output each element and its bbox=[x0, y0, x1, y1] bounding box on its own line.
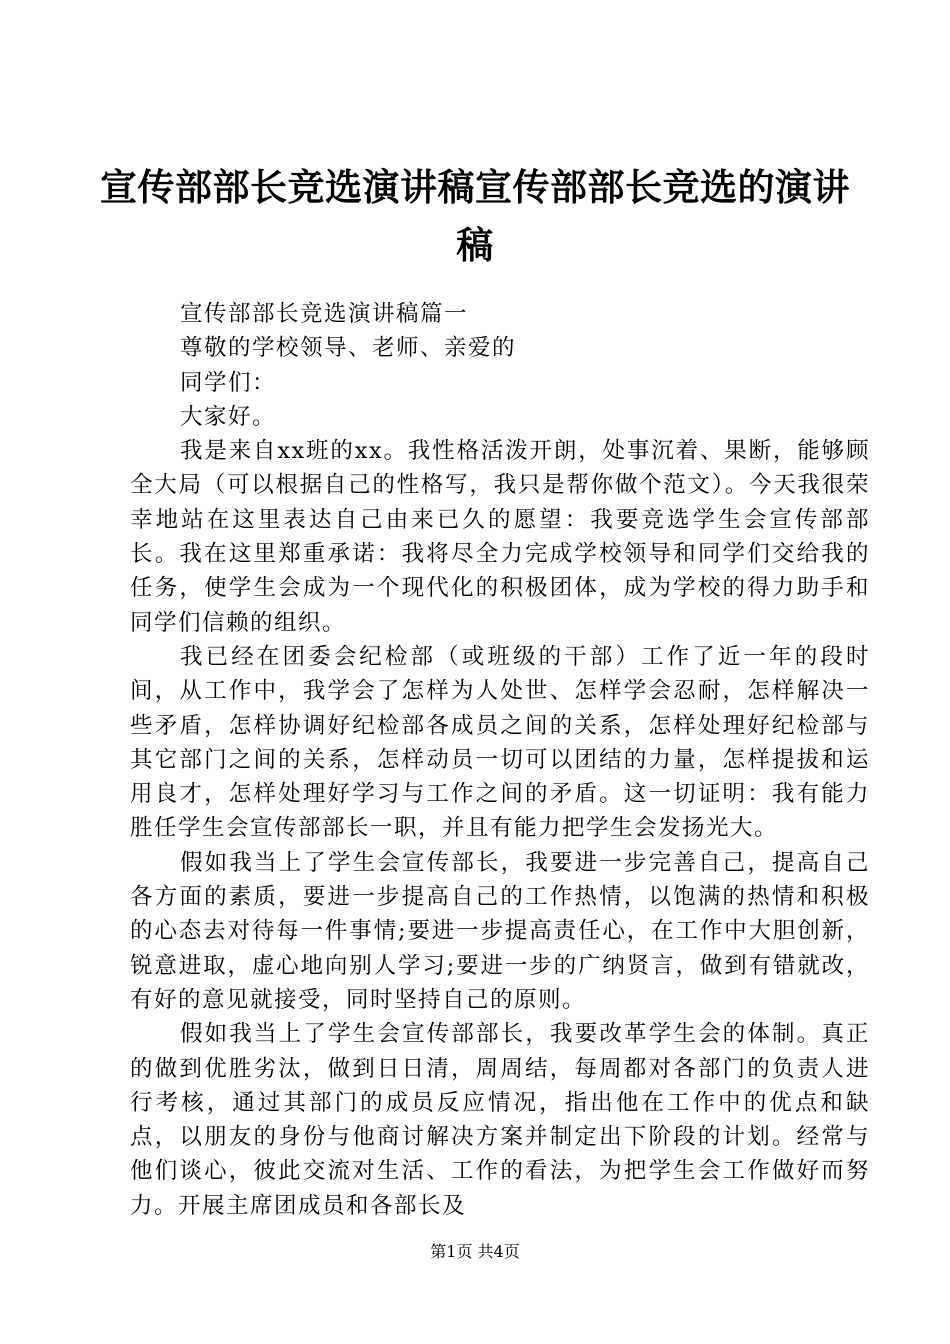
greeting-line: 大家好。 bbox=[180, 403, 277, 430]
body-paragraph: 我已经在团委会纪检部（或班级的干部）工作了近一年的段时间，从工作中，我学会了怎样为人处世、怎样学会忍耐，怎样解决一些矛盾，怎样协调好纪检部各成员之间的关系，怎样处理好纪检部与其它部门之间的关系，怎样动员一切可以团结的力量，怎样提拔和运用良才，怎样处理好学习与工作之间的矛盾。这一切证明：我有能力胜任学生会宣传部部长一职，并且有能力把学生会发扬光大。 bbox=[130, 643, 870, 842]
salutation-line: 同学们： bbox=[180, 369, 277, 396]
body-paragraph: 假如我当上了学生会宣传部长，我要进一步完善自己，提高自己各方面的素质，要进一步提高自己的工作热情，以饱满的热情和积极的心态去对待每一件事情;要进一步提高责任心，在工作中大胆创新，锐意进取，虚心地向别人学习;要进一步的广纳贤言，做到有错就改，有好的意见就接受，同时坚持自己的原则。 bbox=[130, 849, 870, 1013]
document-title: 宣传部部长竞选演讲稿宣传部部长竞选的演讲稿 bbox=[100, 165, 850, 267]
body-paragraph: 我是来自xx班的xx。我性格活泼开朗，处事沉着、果断，能够顾全大局（可以根据自己的性格写，我只是帮你做个范文）。今天我很荣幸地站在这里表达自己由来已久的愿望：我要竞选学生会宣传部部长。我在这里郑重承诺：我将尽全力完成学校领导和同学们交给我的任务，使学生会成为一个现代化的积极团体，成为学校的得力助手和同学们信赖的组织。 bbox=[130, 438, 870, 636]
document-body bbox=[130, 297, 870, 1223]
salutation-line: 尊敬的学校领导、老师、亲爱的 bbox=[180, 335, 517, 362]
page-footer: 第1页 共4页 bbox=[430, 1242, 520, 1261]
body-paragraph: 假如我当上了学生会宣传部部长，我要改革学生会的体制。真正的做到优胜劣汰，做到日日清，周周结，每周都对各部门的负责人进行考核，通过其部门的成员反应情况，指出他在工作中的优点和缺点，以朋友的身份与他商讨解决方案并制定出下阶段的计划。经常与他们谈心，彼此交流对生活、工作的看法，为把学生会工作做好而努力。开展主席团成员和各部长及 bbox=[130, 1021, 870, 1219]
section-heading: 宣传部部长竞选演讲稿篇一 bbox=[180, 301, 469, 327]
